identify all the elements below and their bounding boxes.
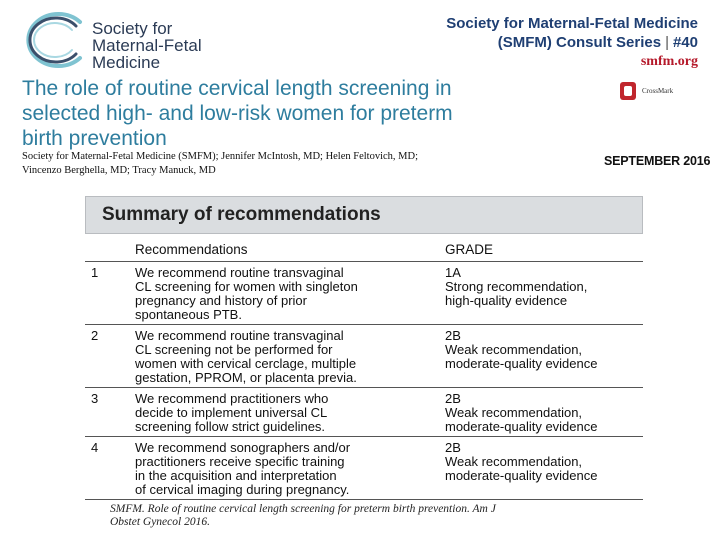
recommendation-line: spontaneous PTB.	[135, 307, 242, 322]
recommendation-line: We recommend sonographers and/or	[135, 440, 351, 455]
grade-line: Weak recommendation,	[445, 454, 583, 469]
recommendation-line: CL screening for women with singleton	[135, 279, 358, 294]
title-line: selected high- and low-risk women for preterm	[22, 102, 453, 125]
grade-line: 2B	[445, 440, 461, 455]
table-row	[85, 262, 643, 325]
citation	[110, 503, 630, 529]
series-sub: (SMFM) Consult Series	[497, 34, 662, 51]
recommendation-line: of cervical imaging during pregnancy.	[135, 482, 350, 497]
series-number: #40	[672, 34, 698, 51]
recommendations-table	[85, 234, 643, 500]
title-line: birth prevention	[22, 127, 167, 150]
crossmark-label: CrossMark	[642, 87, 674, 95]
series-info	[446, 14, 698, 71]
recommendation-line: We recommend practitioners who	[135, 391, 329, 406]
crossmark-badge[interactable]	[620, 82, 673, 102]
row-number: 2	[85, 325, 135, 388]
author-line: Vincenzo Berghella, MD; Tracy Manuck, MD	[22, 165, 216, 176]
recommendation-line: in the acquisition and interpretation	[135, 468, 337, 483]
grade-line: Strong recommendation,	[445, 279, 588, 294]
recommendation-line: decide to implement universal CL	[135, 405, 328, 420]
grade-line: Weak recommendation,	[445, 405, 583, 420]
publication-date: SEPTEMBER 2016	[604, 154, 711, 168]
smfm-logo	[18, 10, 248, 70]
grade-line: 2B	[445, 391, 461, 406]
crossmark-icon	[620, 82, 636, 100]
column-header-recommendations: Recommendations	[135, 234, 445, 262]
article-title	[22, 76, 612, 151]
smfm-logo-icon	[18, 10, 88, 70]
table-header-row	[85, 234, 643, 262]
table-row	[85, 388, 643, 437]
row-number: 1	[85, 262, 135, 325]
recommendation-cell	[135, 262, 445, 325]
table-row	[85, 325, 643, 388]
author-line: Society for Maternal-Fetal Medicine (SMFM); Jennifer McIntosh, MD; Helen Feltovich, MD;	[22, 151, 419, 162]
logo-line: Medicine	[92, 53, 161, 72]
recommendation-line: gestation, PPROM, or placenta previa.	[135, 370, 357, 385]
grade-cell	[445, 388, 643, 437]
series-title: Society for Maternal-Fetal Medicine	[446, 15, 698, 32]
recommendation-line: We recommend routine transvaginal	[135, 265, 344, 280]
recommendation-line: pregnancy and history of prior	[135, 293, 307, 308]
recommendation-line: practitioners receive specific training	[135, 454, 345, 469]
column-header-grade: GRADE	[445, 234, 643, 262]
citation-line: Obstet Gynecol 2016.	[110, 516, 210, 528]
grade-cell	[445, 325, 643, 388]
series-separator: |	[665, 34, 669, 51]
recommendation-cell	[135, 325, 445, 388]
title-line: The role of routine cervical length screening in	[22, 77, 452, 100]
logo-line: Maternal-Fetal	[92, 36, 202, 55]
recommendation-line: CL screening not be performed for	[135, 342, 333, 357]
logo-line: Society for	[92, 19, 173, 38]
grade-line: moderate-quality evidence	[445, 356, 598, 371]
author-list	[22, 150, 582, 178]
recommendation-line: screening follow strict guidelines.	[135, 419, 326, 434]
series-subtitle-line	[446, 33, 698, 52]
row-number: 3	[85, 388, 135, 437]
grade-cell	[445, 437, 643, 500]
citation-line: SMFM. Role of routine cervical length screening for preterm birth prevention. Am J	[110, 503, 496, 515]
grade-line: 1A	[445, 265, 461, 280]
grade-line: moderate-quality evidence	[445, 419, 598, 434]
row-number: 4	[85, 437, 135, 500]
grade-cell	[445, 262, 643, 325]
table-row	[85, 437, 643, 500]
summary-heading: Summary of recommendations	[85, 196, 643, 234]
site-url[interactable]: smfm.org	[640, 54, 698, 69]
recommendation-cell	[135, 388, 445, 437]
grade-line: high-quality evidence	[445, 293, 568, 308]
recommendation-line: women with cervical cerclage, multiple	[135, 356, 357, 371]
recommendation-cell	[135, 437, 445, 500]
grade-line: 2B	[445, 328, 461, 343]
column-header-number	[85, 234, 135, 262]
logo-text	[92, 20, 202, 71]
summary-box	[85, 196, 643, 500]
grade-line: moderate-quality evidence	[445, 468, 598, 483]
grade-line: Weak recommendation,	[445, 342, 583, 357]
recommendation-line: We recommend routine transvaginal	[135, 328, 344, 343]
